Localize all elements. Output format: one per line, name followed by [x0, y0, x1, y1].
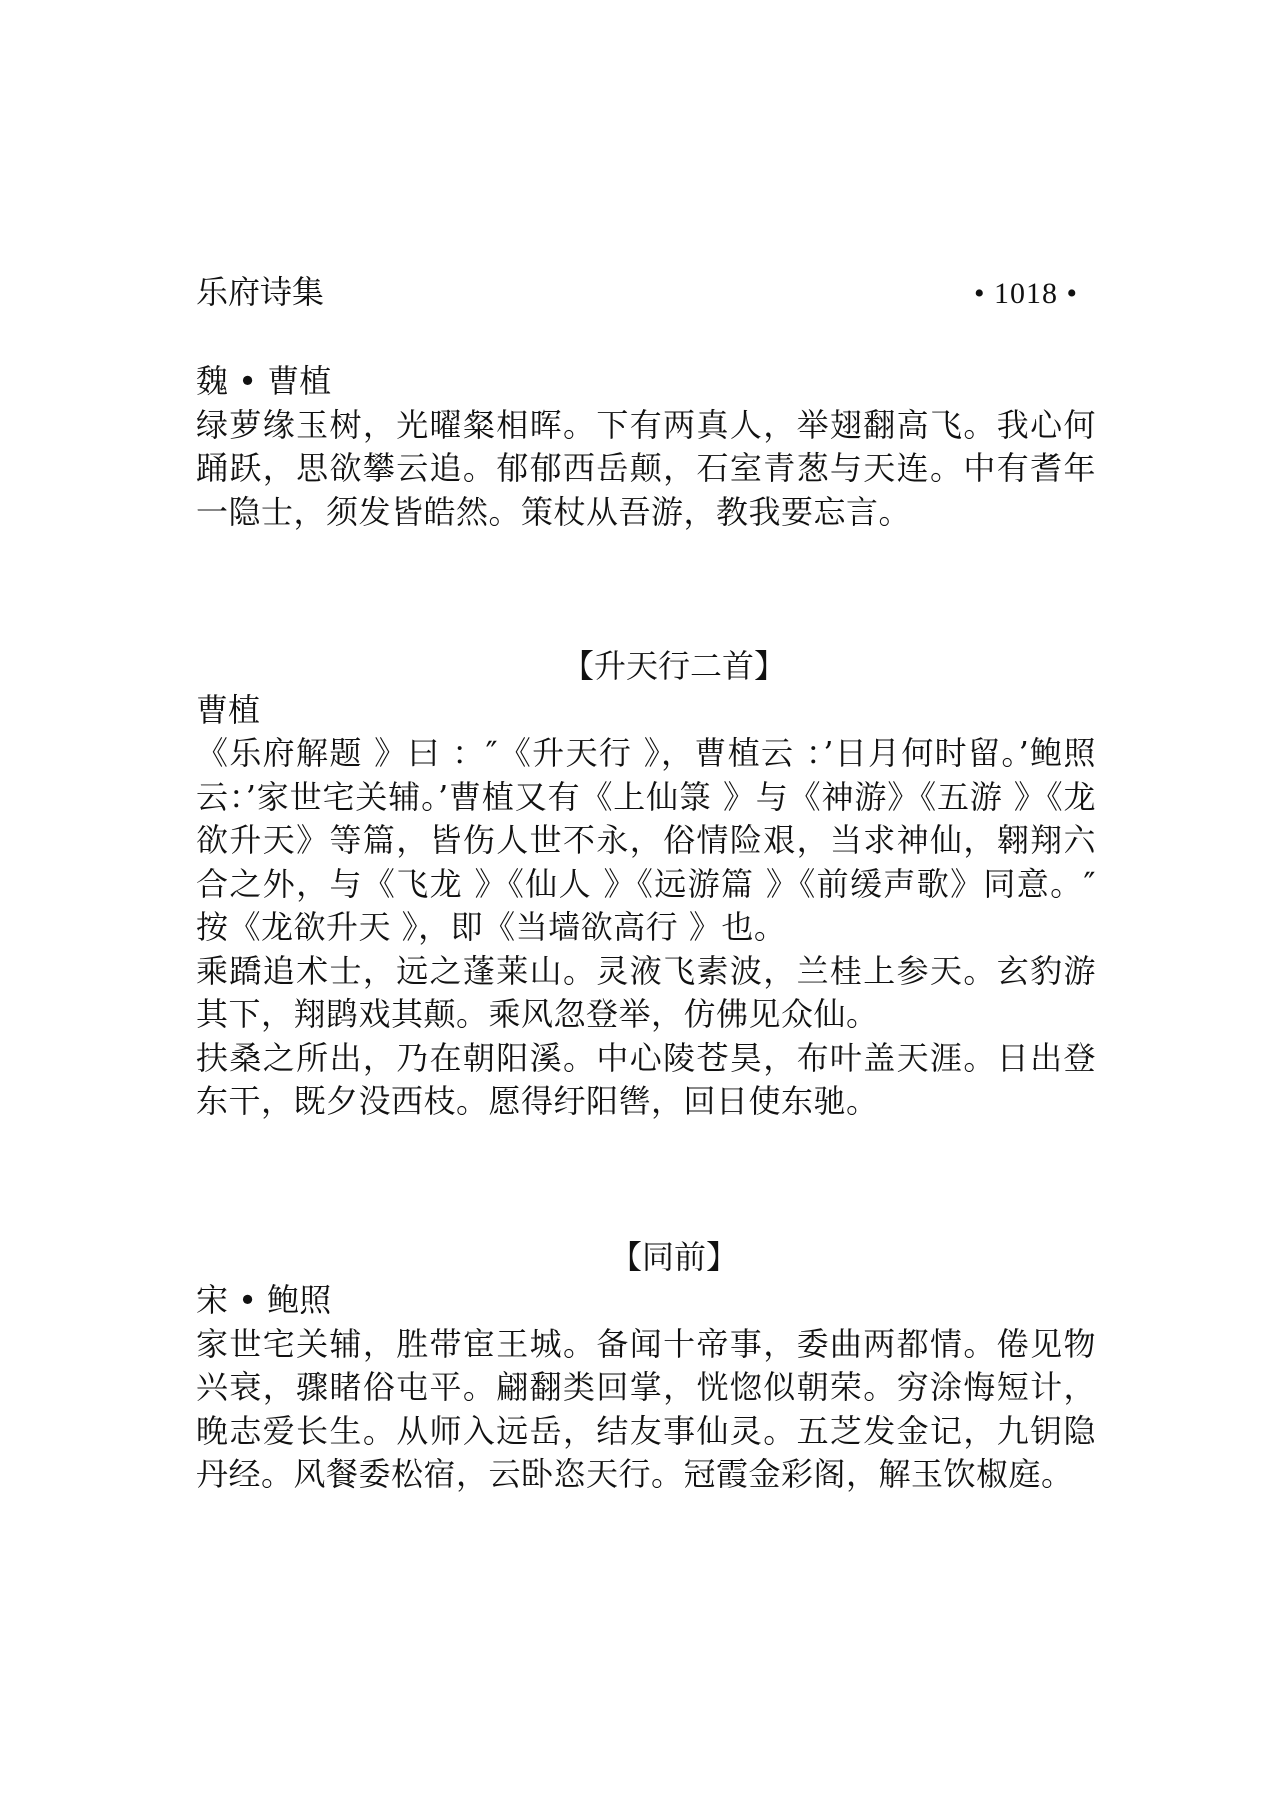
poem-text: 乘蹻追术士，远之蓬莱山。灵液飞素波，兰桂上参天。玄豹游其下，翔鹍戏其颠。乘风忽登举，仿佛见众仙。	[196, 951, 1096, 1033]
poem-text: 家世宅关辅，胜带宦王城。备闻十帝事，委曲两都情。倦见物兴衰，骤睹俗屯平。翩翻类回掌，恍惚似朝荣。穷涂悔短计，晚志爱长生。从师入远岳，结友事仙灵。五芝发金记，九钥隐丹经。风餐委松宿，云卧恣天行。冠霞金彩阁，解玉饮椒庭。	[196, 1324, 1096, 1493]
poem-title: 【升天行二首】	[561, 647, 786, 685]
poem-section	[196, 1236, 1096, 1497]
poem-section	[196, 360, 1096, 534]
poem-title: 【同前】	[609, 1237, 738, 1276]
page-number: • 1018 •	[973, 277, 1078, 310]
poem-author: 魏 • 曹植	[196, 362, 332, 400]
poem-text: 扶桑之所出，乃在朝阳溪。中心陵苍昊，布叶盖天涯。日出登东干，既夕没西枝。愿得纡阳辔，回日使东驰。	[196, 1038, 1096, 1120]
running-header	[196, 270, 1078, 314]
poem-author: 曹植	[196, 690, 261, 729]
poem-section	[196, 645, 1096, 1124]
poem-text: 绿萝缘玉树，光曜粲相晖。下有两真人，举翅翻高飞。我心何踊跃，思欲攀云追。郁郁西岳颠，石室青葱与天连。中有耆年一隐士，须发皆皓然。策杖从吾游，教我要忘言。	[196, 405, 1096, 531]
poem-author: 宋 • 鲍照	[196, 1281, 332, 1319]
book-title: 乐府诗集	[196, 273, 325, 311]
preface-text: 《乐府解题 》曰 ：″《升天行 》，曹植云 ：’日月何时留。’鲍照云：’家世宅关辅。’曹植又有《上仙箓 》与《神游》《五游 》《龙欲升天》等篇，皆伤人世不永，俗情险艰，当求神仙，翱翔六合之外，与《飞龙 》《仙人 》《远游篇 》《前缓声歌》同意。″按《龙欲升天 》，即《当墙欲高行 》也。	[196, 734, 1096, 946]
document-page	[196, 270, 1096, 1497]
